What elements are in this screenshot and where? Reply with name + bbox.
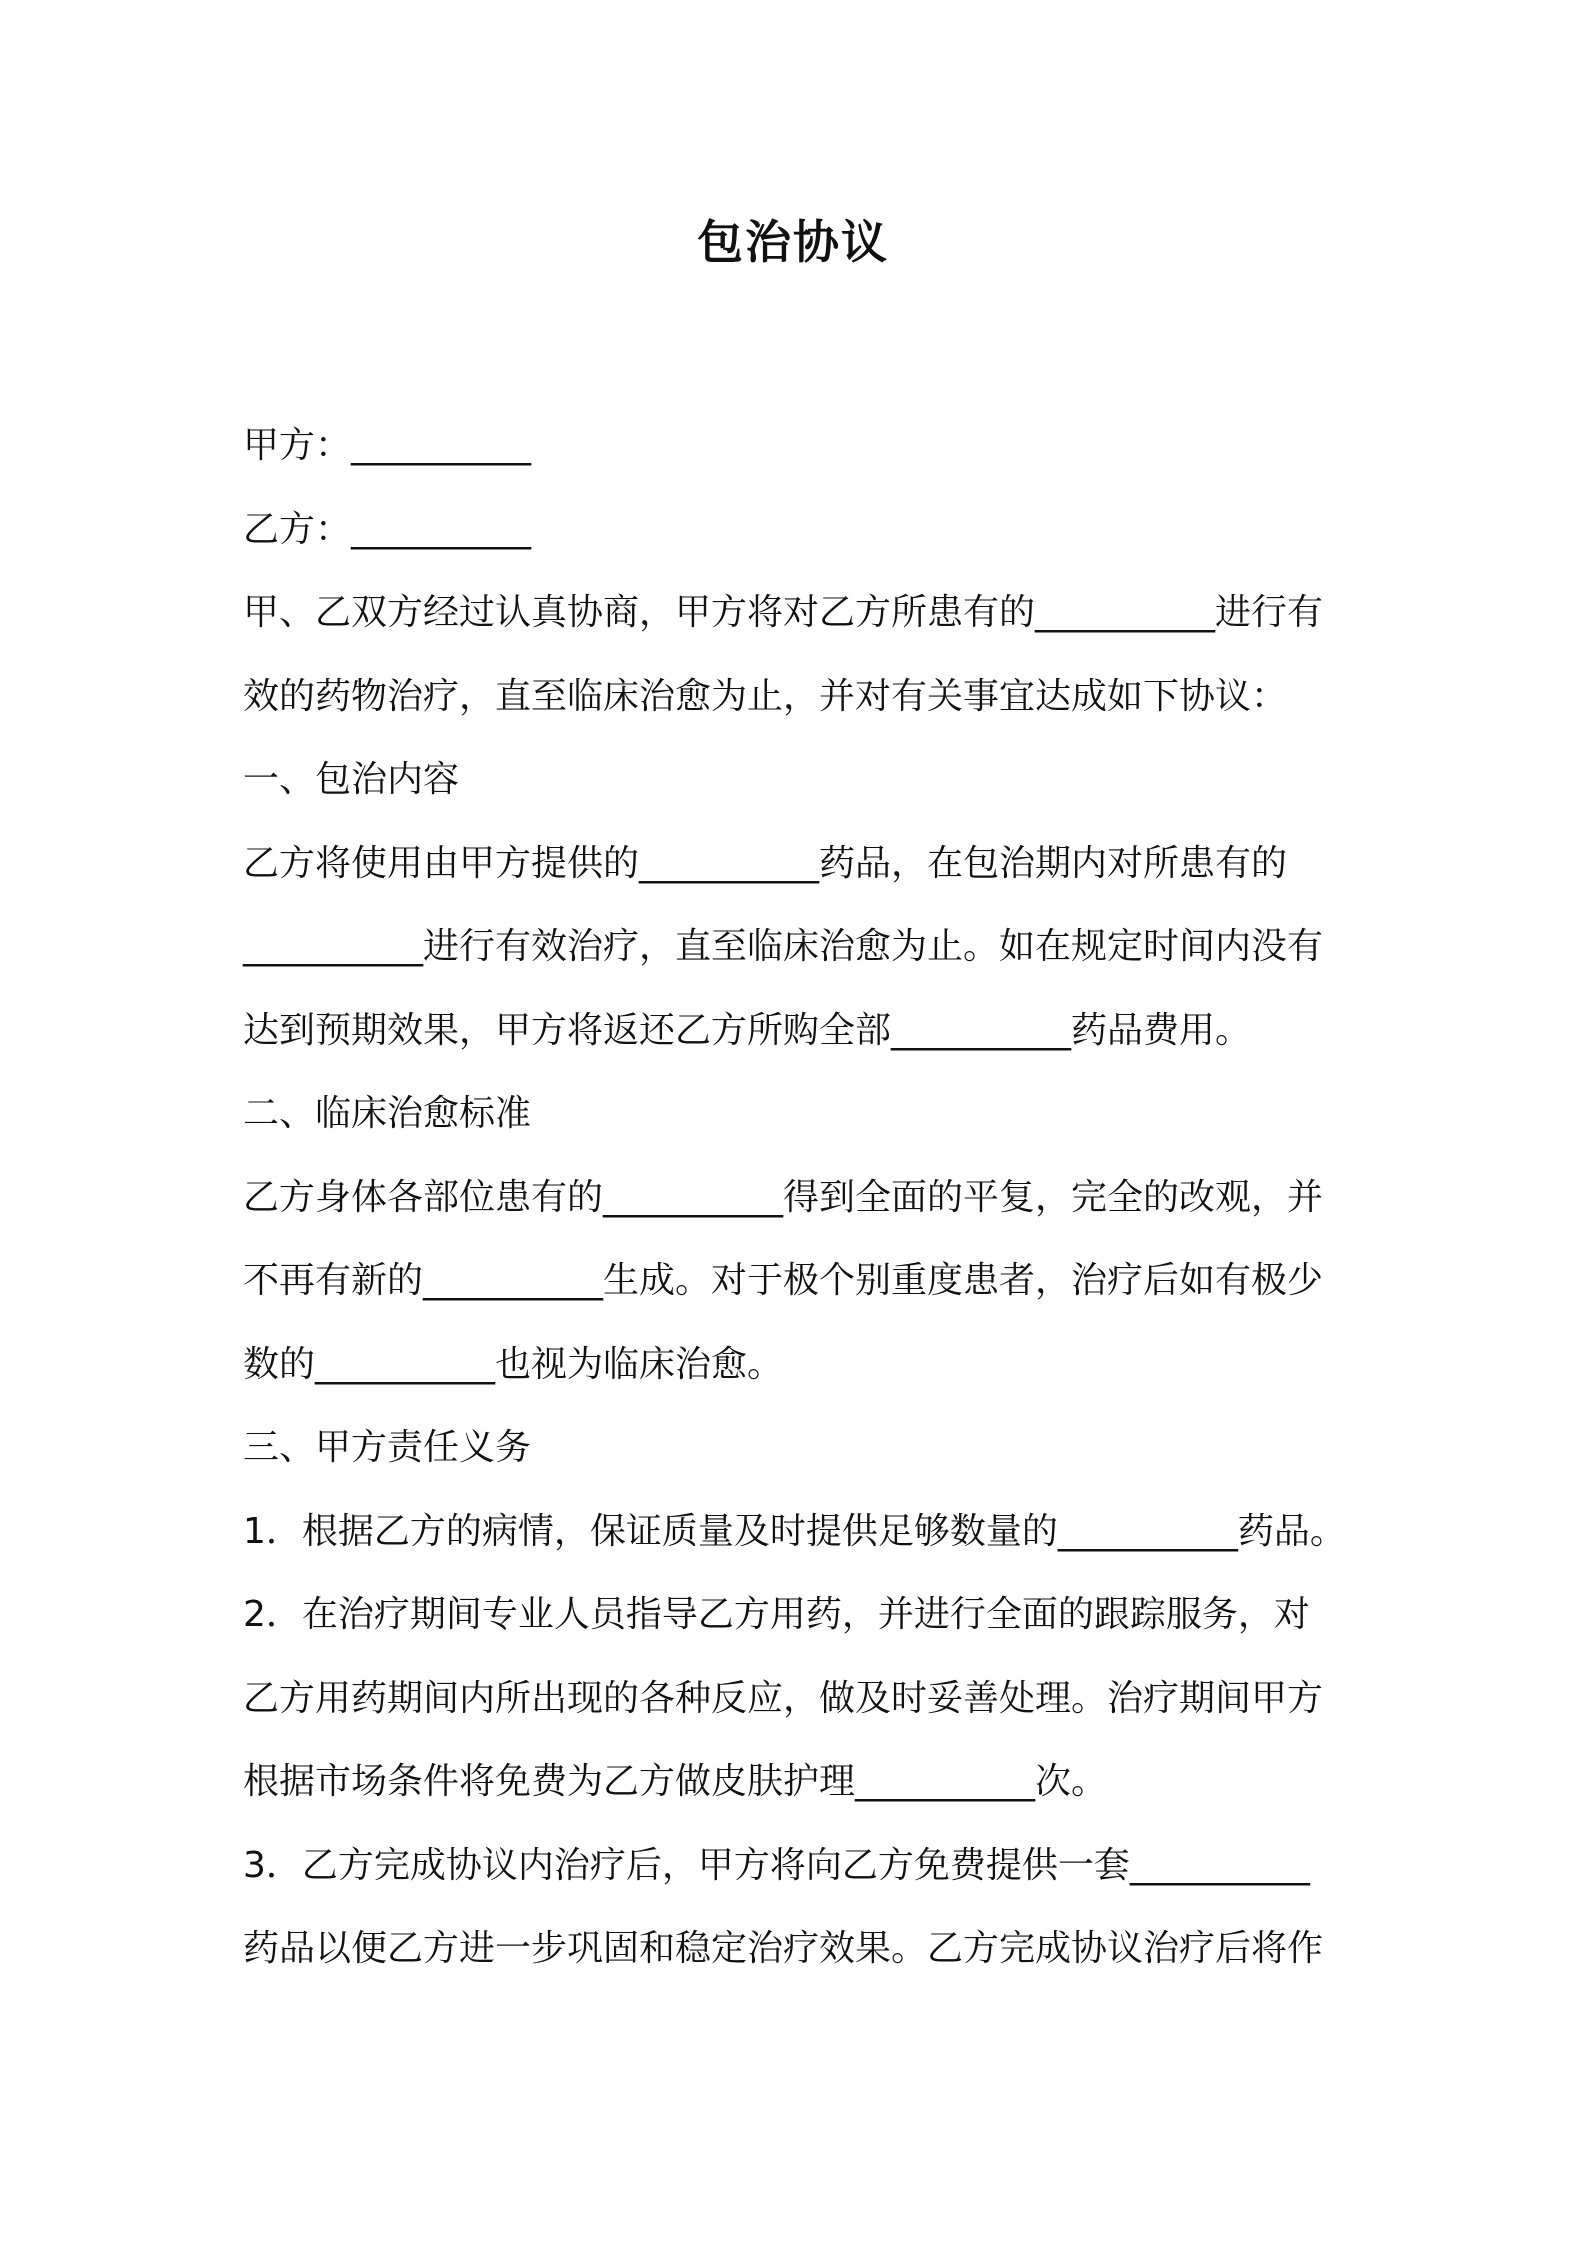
party-b-line: 乙方：__________ xyxy=(243,508,532,550)
section-heading-cure-standard: 二、临床治愈标准 xyxy=(243,1093,532,1134)
treatment-content-line: 达到预期效果，甲方将返还乙方所购全部__________药品费用。 xyxy=(243,1009,1252,1051)
section-heading-party-a-duties: 三、甲方责任义务 xyxy=(243,1427,532,1468)
duty-item-line: 药品以便乙方进一步巩固和稳定治疗效果。乙方完成协议治疗后将作 xyxy=(243,1928,1324,1969)
duty-item-line: 根据市场条件将免费为乙方做皮肤护理__________次。 xyxy=(243,1761,1108,1802)
party-a-line: 甲方：__________ xyxy=(243,425,532,466)
cure-standard-line: 数的__________也视为临床治愈。 xyxy=(243,1343,784,1385)
intro-paragraph-line: 效的药物治疗，直至临床治愈为止，并对有关事宜达成如下协议： xyxy=(243,675,1288,717)
duty-item-line: 1．根据乙方的病情，保证质量及时提供足够数量的__________药品。 xyxy=(243,1510,1346,1552)
duty-item-line: 3．乙方完成协议内治疗后，甲方将向乙方免费提供一套__________ xyxy=(243,1844,1310,1886)
section-heading-treatment-content: 一、包治内容 xyxy=(243,759,460,800)
document-body xyxy=(243,404,1353,1991)
intro-paragraph-line: 甲、乙双方经过认真协商，甲方将对乙方所患有的__________进行有 xyxy=(243,592,1324,633)
treatment-content-line: 乙方将使用由甲方提供的__________药品，在包治期内对所患有的 xyxy=(243,842,1288,884)
cure-standard-line: 乙方身体各部位患有的__________得到全面的平复，完全的改观，并 xyxy=(243,1176,1324,1218)
duty-item-line: 2．在治疗期间专业人员指导乙方用药，并进行全面的跟踪服务，对 xyxy=(243,1594,1310,1635)
cure-standard-line: 不再有新的__________生成。对于极个别重度患者，治疗后如有极少 xyxy=(243,1260,1324,1301)
treatment-content-line: __________进行有效治疗，直至临床治愈为止。如在规定时间内没有 xyxy=(243,926,1324,967)
duty-item-line: 乙方用药期间内所出现的各种反应，做及时妥善处理。治疗期间甲方 xyxy=(243,1677,1324,1719)
document-title: 包治协议 xyxy=(697,215,889,269)
